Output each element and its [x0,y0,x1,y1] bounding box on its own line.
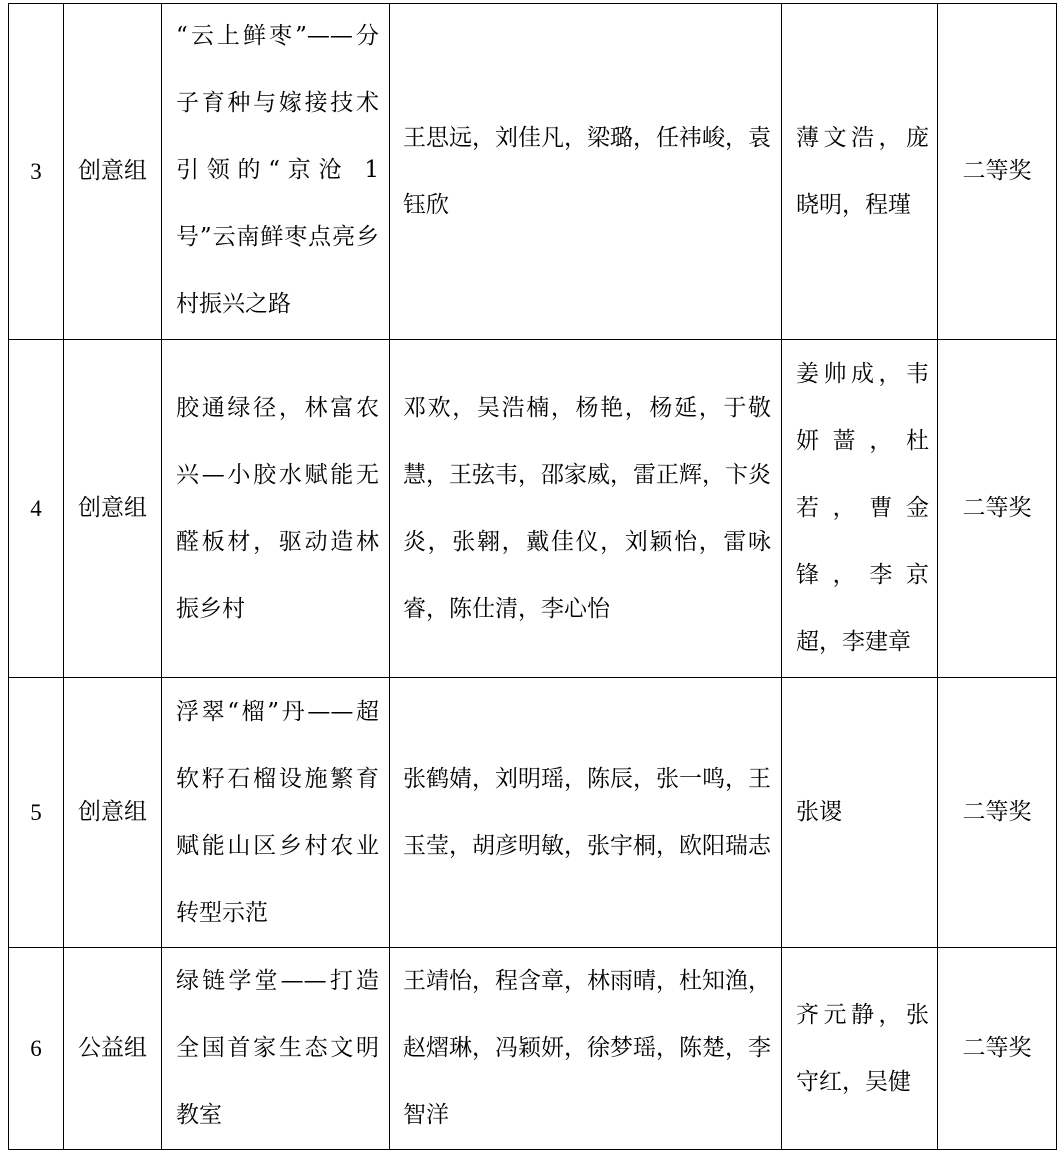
team-members-cell [390,4,782,340]
project-title-cell [162,678,390,948]
row-number: 5 [9,678,64,948]
table-row [9,340,1057,678]
project-title-cell [162,948,390,1150]
award-cell: 二等奖 [938,4,1057,340]
awards-table [8,3,1057,1150]
group-cell: 公益组 [64,948,162,1150]
row-number: 6 [9,948,64,1150]
group-cell: 创意组 [64,340,162,678]
team-members: 张鹤婧，刘明瑶，陈辰，张一鸣，王玉莹，胡彦明敏，张宇桐，欧阳瑞志 [403,765,771,859]
team-members-cell [390,678,782,948]
table-row [9,4,1057,340]
project-title-cell [162,4,390,340]
project-title: 胶通绿径，林富农兴—小胶水赋能无醛板材，驱动造林振乡村 [176,394,379,622]
team-members: 王思远，刘佳凡，梁璐，任祎峻，袁钰欣 [403,124,771,218]
team-members: 王靖怡，程含章，林雨晴，杜知渔，赵熠琳，冯颖妍，徐梦瑶，陈楚，李智洋 [403,968,771,1128]
advisors: 薄文浩，庞晓明，程瑾 [796,124,929,218]
team-members-cell [390,948,782,1150]
table-row [9,678,1057,948]
table-row [9,948,1057,1150]
advisors: 张谡 [796,799,842,825]
row-number: 4 [9,340,64,678]
project-title: “云上鲜枣”——分子育种与嫁接技术引领的“京沧 1 号”云南鲜枣点亮乡村振兴之路 [176,23,379,317]
award-cell: 二等奖 [938,678,1057,948]
row-number: 3 [9,4,64,340]
advisors-cell [782,678,938,948]
team-members: 邓欢，吴浩楠，杨艳，杨延，于敬慧，王弦韦，邵家威，雷正辉，卞炎炎，张翱，戴佳仪，刘颖怡，雷咏睿，陈仕清，李心怡 [403,394,771,622]
award-cell: 二等奖 [938,948,1057,1150]
advisors-cell [782,4,938,340]
award-cell: 二等奖 [938,340,1057,678]
advisors: 齐元静，张守红，吴健 [796,1001,929,1095]
team-members-cell [390,340,782,678]
advisors-cell [782,340,938,678]
project-title: 绿链学堂——打造全国首家生态文明教室 [176,968,379,1128]
project-title-cell [162,340,390,678]
advisors-cell [782,948,938,1150]
group-cell: 创意组 [64,4,162,340]
group-cell: 创意组 [64,678,162,948]
advisors: 姜帅成，韦妍蔷，杜若，曹金锋，李京超，李建章 [796,361,929,655]
project-title: 浮翠“榴”丹——超软籽石榴设施繁育赋能山区乡村农业转型示范 [176,698,379,926]
